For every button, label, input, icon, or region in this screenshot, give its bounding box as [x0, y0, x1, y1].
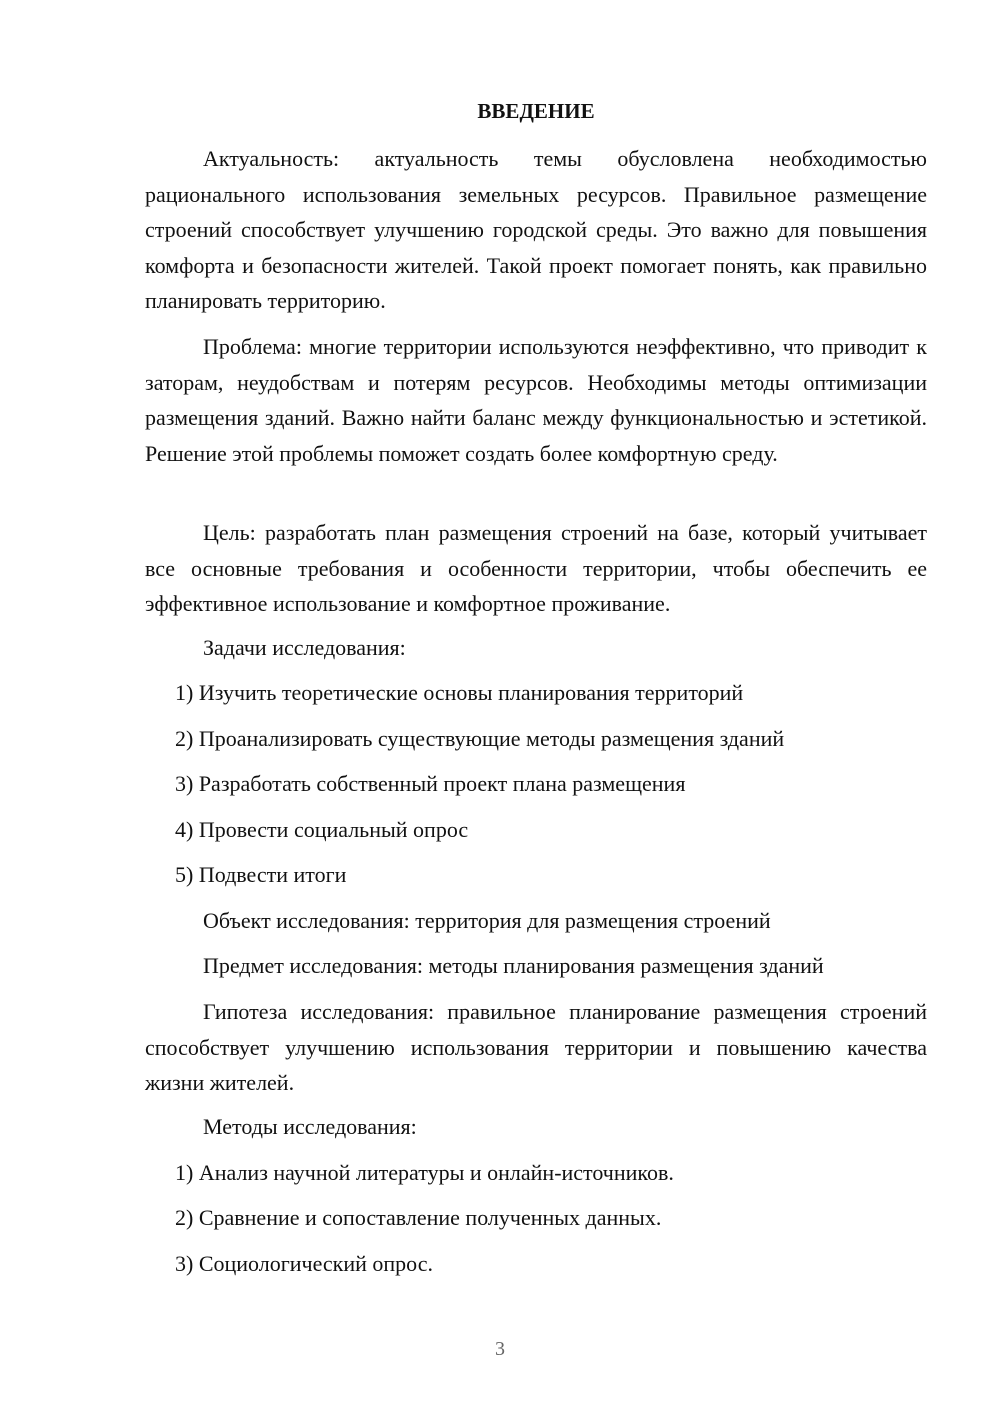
page-title: ВВЕДЕНИЕ [477, 99, 595, 123]
problem-paragraph: Проблема: многие территории используются неэффективно, что приводит к заторам, неудобствам и потерям ресурсов. Необходимы методы оптимизации размещения зданий. Важно найти баланс между функциональностью и эстетикой. Решение этой проблемы поможет создать более комфортную среду. [145, 334, 927, 466]
method-item: 1) Анализ научной литературы и онлайн-источников. [175, 1160, 674, 1185]
object-line: Объект исследования: территория для размещения строений [203, 908, 771, 933]
methods-heading: Методы исследования: [203, 1114, 417, 1139]
subject-line: Предмет исследования: методы планирования размещения зданий [203, 953, 824, 978]
page-number: 3 [495, 1338, 505, 1360]
task-item: 3) Разработать собственный проект плана размещения [175, 771, 686, 796]
task-item: 4) Провести социальный опрос [175, 817, 469, 842]
relevance-paragraph: Актуальность: актуальность темы обусловлена необходимостью рационального использования земельных ресурсов. Правильное размещение строений способствует улучшению городской среды. Это важно для повышения комфорта и безопасности жителей. Такой проект помогает понять, как правильно планировать территорию. [145, 146, 927, 313]
hypothesis-paragraph: Гипотеза исследования: правильное планирование размещения строений способствует улучшению использования территории и повышению качества жизни жителей. [145, 999, 927, 1095]
tasks-heading: Задачи исследования: [203, 635, 406, 660]
method-item: 3) Социологический опрос. [175, 1251, 433, 1276]
goal-paragraph: Цель: разработать план размещения строений на базе, который учитывает все основные требования и особенности территории, чтобы обеспечить ее эффективное использование и комфортное проживание. [145, 520, 927, 616]
task-item: 2) Проанализировать существующие методы размещения зданий [175, 726, 785, 751]
task-item: 5) Подвести итоги [175, 862, 347, 887]
method-item: 2) Сравнение и сопоставление полученных данных. [175, 1205, 662, 1230]
task-item: 1) Изучить теоретические основы планирования территорий [175, 680, 744, 705]
